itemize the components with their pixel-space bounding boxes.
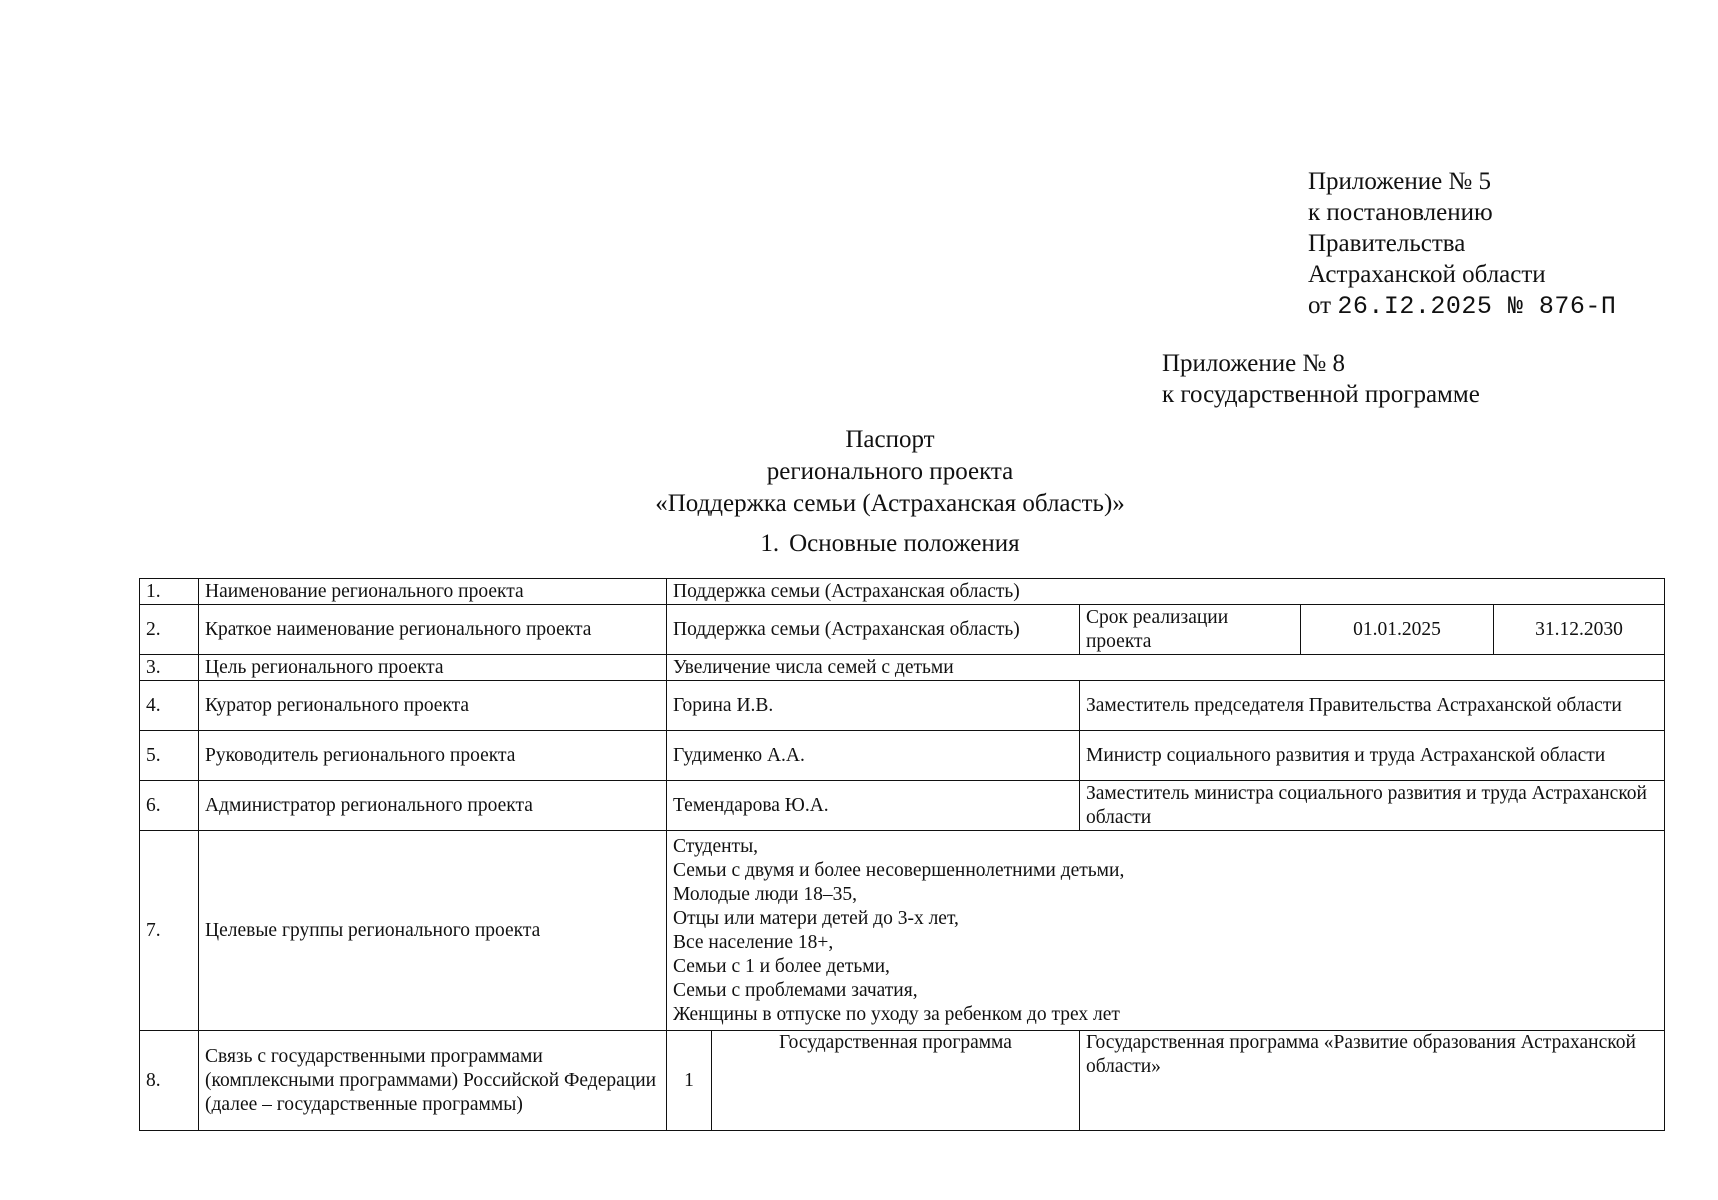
list-item: Семьи с двумя и более несовершеннолетними детьми, [673,859,1125,881]
title-line-2: регионального проекта [766,458,1014,485]
row-label: Администратор регионального проекта [199,781,667,831]
appendix-5-line-3: Правительства [1308,230,1466,257]
row-value: Увеличение числа семей с детьми [667,655,1665,681]
row-number: 8. [140,1031,199,1131]
program-type: Государственная программа [712,1031,1080,1131]
person-name: Горина И.В. [667,681,1080,731]
section-heading [0,530,1718,558]
row-number: 1. [140,579,199,605]
appendix-5-date-line [1308,290,1616,322]
appendix-5-title: Приложение № 5 [1308,168,1492,195]
row-label: Наименование регионального проекта [199,579,667,605]
list-item: Семьи с проблемами зачатия, [673,979,918,1001]
appendix-5-block [1308,166,1616,322]
list-item: Молодые люди 18–35, [673,883,857,905]
list-item: Все население 18+, [673,931,834,953]
document-title [0,424,1718,520]
table-row [140,731,1665,781]
appendix-8-block [1162,348,1480,410]
target-groups-list [667,831,1665,1031]
end-date: 31.12.2030 [1494,605,1665,655]
date-prefix: от [1308,292,1332,319]
section-number: 1. [760,530,780,557]
row-label: Руководитель регионального проекта [199,731,667,781]
program-name: Государственная программа «Развитие образования Астраханской области» [1080,1031,1665,1131]
table-row [140,681,1665,731]
row-label: Цель регионального проекта [199,655,667,681]
table-row [140,781,1665,831]
row-value: Поддержка семьи (Астраханская область) [667,605,1080,655]
row-number: 4. [140,681,199,731]
person-name: Гудименко А.А. [667,731,1080,781]
row-number: 2. [140,605,199,655]
person-position: Заместитель министра социального развития и труда Астраханской области [1080,781,1665,831]
row-number: 3. [140,655,199,681]
resolution-date-number: 26.I2.2025 № 876-П [1337,292,1617,321]
row-number: 5. [140,731,199,781]
list-item: Отцы или матери детей до 3-х лет, [673,907,959,929]
term-label: Срок реализации проекта [1080,605,1301,655]
row-label: Связь с государственными программами (комплексными программами) Российской Федерации (далее – государственные программы) [199,1031,667,1131]
appendix-8-title: Приложение № 8 [1162,350,1346,377]
list-item: Студенты, [673,835,759,857]
start-date: 01.01.2025 [1301,605,1494,655]
appendix-5-line-4: Астраханской области [1308,261,1546,288]
row-number: 7. [140,831,199,1031]
appendix-8-line-2: к государственной программе [1162,381,1480,408]
title-line-1: Паспорт [845,426,935,453]
row-number: 6. [140,781,199,831]
table-row [140,1031,1665,1131]
table-row [140,655,1665,681]
table-row [140,605,1665,655]
person-position: Министр социального развития и труда Астраханской области [1080,731,1665,781]
row-label: Краткое наименование регионального проекта [199,605,667,655]
person-position: Заместитель председателя Правительства Астраханской области [1080,681,1665,731]
table-row [140,579,1665,605]
row-label: Куратор регионального проекта [199,681,667,731]
list-item: Женщины в отпуске по уходу за ребенком до трех лет [673,1003,1120,1025]
program-index: 1 [667,1031,712,1131]
person-name: Темендарова Ю.А. [667,781,1080,831]
row-value: Поддержка семьи (Астраханская область) [667,579,1665,605]
section-title: Основные положения [789,530,1020,557]
title-line-3: «Поддержка семьи (Астраханская область)» [655,490,1125,517]
table-row [140,831,1665,1031]
passport-table [139,578,1665,1131]
row-label: Целевые группы регионального проекта [199,831,667,1031]
list-item: Семьи с 1 и более детьми, [673,955,890,977]
appendix-5-line-2: к постановлению [1308,199,1493,226]
